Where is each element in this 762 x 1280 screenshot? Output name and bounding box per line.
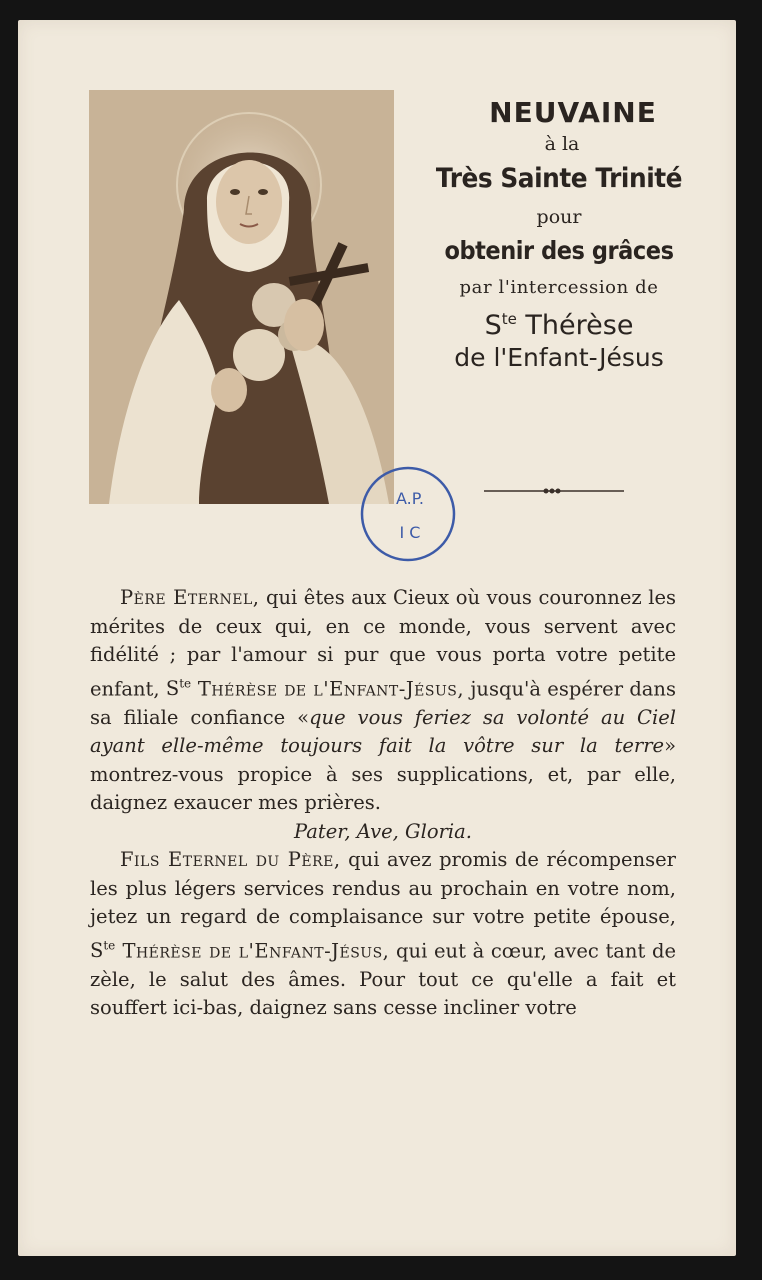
library-stamp-icon: [360, 466, 456, 562]
prayer1-quote: que vous feriez sa volonté au Ciel ayant elle-même toujours fait la vôtre sur la terre: [90, 705, 676, 757]
ornament-divider-icon: [484, 486, 624, 496]
title-neuvaine: NEUVAINE: [489, 96, 657, 129]
stamp-top-text: A.P.: [396, 489, 424, 508]
prayer-text: [90, 584, 676, 1023]
title-a-la: à la: [544, 133, 580, 155]
ste-prefix: S: [484, 310, 502, 341]
prayer1-text3: » montrez-vous propice à ses supplications, et, par elle, daignez exaucer mes prières.: [90, 734, 676, 814]
title-trinite: Très Sainte Trinité: [435, 163, 683, 194]
stamp-bottom-text: I C: [399, 523, 421, 542]
prayer1-ste: [166, 677, 191, 700]
prayer2-saint-name: Thérèse de l'Enfant-Jésus,: [115, 939, 390, 962]
title-enfant-jesus: de l'Enfant-Jésus: [454, 343, 664, 372]
saint-portrait-icon: [89, 90, 394, 504]
prayer-card: [18, 20, 736, 1256]
prayer1-ste-letter: S: [165, 677, 180, 700]
title-graces: obtenir des grâces: [444, 236, 674, 265]
prayer1-text2: jusqu'à espérer dans sa filiale confiance «: [90, 677, 676, 729]
pater-ave-gloria: Pater, Ave, Gloria.: [293, 819, 472, 843]
prayer1-text1: qui êtes aux Cieux où vous couronnez les mérites de ceux qui, en ce monde, vous servent avec fidélité ; par l'amour si pur que vous porta votre petite enfant,: [90, 586, 676, 700]
invocation-fils: Fils Eternel du Père,: [120, 848, 341, 871]
prayer2-text1: qui avez promis de récompenser les plus légers services rendus au prochain en votre nom, jetez un regard de complaisance sur votre petite épouse,: [90, 848, 676, 928]
prayer2-ste: [90, 939, 115, 962]
title-par-intercession: par l'intercession de: [459, 277, 659, 298]
prayer1-saint-name: Thérèse de l'Enfant-Jésus,: [191, 677, 465, 700]
saint-portrait-image: [89, 90, 394, 504]
prayer-paragraph-1: [90, 584, 676, 818]
ste-sup: te: [501, 310, 517, 328]
prayer2-text2: qui eut à cœur, avec tant de zèle, le salut des âmes. Pour tout ce qu'elle a fait et souffert ici-bas, daignez sans cesse incliner votre: [90, 939, 676, 1019]
therese-name: Thérèse: [516, 310, 634, 341]
title-pour: pour: [536, 206, 582, 228]
prayer1-ste-sup: te: [179, 676, 192, 691]
prayer2-ste-letter: S: [90, 939, 104, 962]
invocation-pere: Père Eternel,: [120, 586, 260, 609]
prayer-paragraph-2: [90, 846, 676, 1023]
title-block: [402, 96, 716, 372]
prayer2-ste-sup: te: [103, 938, 116, 953]
title-ste-therese: [402, 310, 716, 341]
